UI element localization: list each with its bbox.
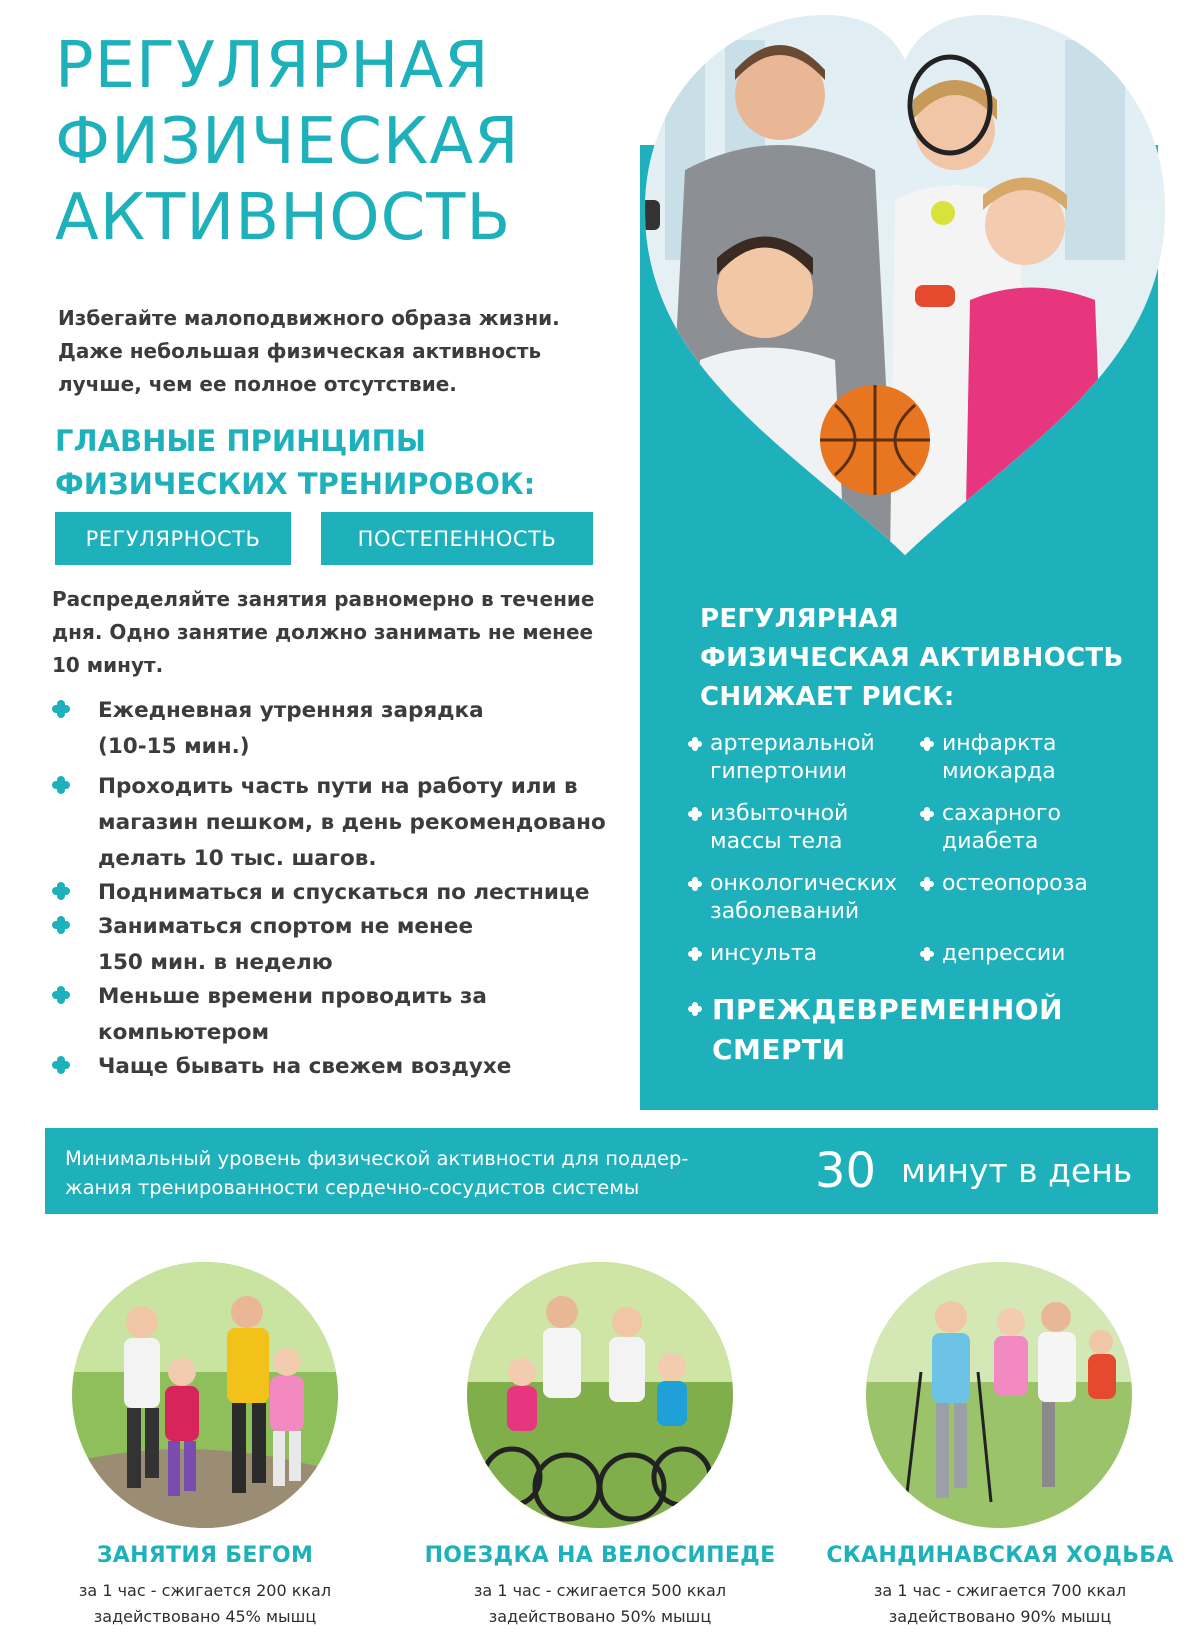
quatrefoil-bullet-icon	[688, 877, 702, 891]
list-item	[688, 800, 928, 856]
tip-line: Ежедневная утренняя зарядка	[98, 698, 484, 723]
list-item	[688, 940, 928, 968]
quatrefoil-bullet-icon	[52, 700, 70, 718]
quatrefoil-bullet-icon	[52, 776, 70, 794]
running-photo	[72, 1262, 338, 1528]
principles-heading-line: ГЛАВНЫЕ ПРИНЦИПЫ	[55, 424, 426, 458]
nordic-walking-photo	[866, 1262, 1132, 1528]
banner-number: 30	[815, 1143, 877, 1199]
activity-kcal: за 1 час - сжигается 200 ккал	[78, 1581, 332, 1600]
tip-line: Подниматься и спускаться по лестнице	[98, 880, 590, 905]
risk-premature-death	[688, 990, 1128, 1070]
risk-line: онкологических	[710, 871, 898, 896]
distribute-line: 10 минут.	[52, 653, 164, 677]
risk-line: сахарного	[942, 801, 1061, 826]
banner-line: Минимальный уровень физической активности для поддер-	[65, 1147, 689, 1170]
tips-list	[52, 693, 642, 1085]
intro-text	[58, 302, 598, 401]
risk-heading	[700, 600, 1160, 717]
tip-line: компьютером	[98, 1020, 270, 1045]
list-item	[688, 870, 928, 926]
title-line: АКТИВНОСТЬ	[55, 181, 512, 255]
quatrefoil-bullet-icon	[52, 916, 70, 934]
list-item	[52, 875, 642, 911]
activity-muscles: задействовано 50% мышц	[488, 1607, 712, 1626]
activity-title-cycling: ПОЕЗДКА НА ВЕЛОСИПЕДЕ	[424, 1543, 776, 1568]
list-item	[52, 693, 642, 765]
quatrefoil-bullet-icon	[52, 882, 70, 900]
list-item	[688, 730, 928, 786]
tip-line: Заниматься спортом не менее	[98, 914, 474, 939]
distribute-line: Распределяйте занятия равномерно в течение	[52, 587, 595, 611]
risk-line: заболеваний	[710, 899, 860, 924]
risk-line: диабета	[942, 829, 1039, 854]
risk-line: массы тела	[710, 829, 843, 854]
activity-kcal: за 1 час - сжигается 700 ккал	[873, 1581, 1127, 1600]
risk-line: инфаркта	[942, 731, 1057, 756]
distribute-text	[52, 583, 612, 682]
quatrefoil-bullet-icon	[688, 737, 702, 751]
risk-line: инсульта	[710, 941, 818, 966]
activity-kcal: за 1 час - сжигается 500 ккал	[473, 1581, 727, 1600]
risk-heading-line: СНИЖАЕТ РИСК:	[700, 682, 955, 712]
quatrefoil-bullet-icon	[688, 1002, 702, 1016]
activity-muscles: задействовано 90% мышц	[888, 1607, 1112, 1626]
list-item	[920, 870, 1160, 898]
family-photo	[625, 0, 1185, 560]
risk-line: остеопороза	[942, 871, 1088, 896]
activity-muscles: задействовано 45% мышц	[93, 1607, 317, 1626]
quatrefoil-bullet-icon	[920, 807, 934, 821]
title-line: РЕГУЛЯРНАЯ	[55, 29, 490, 103]
list-item	[52, 769, 642, 877]
principle-tag-gradualness: ПОСТЕПЕННОСТЬ	[321, 512, 593, 565]
list-item	[920, 940, 1160, 968]
list-item	[52, 979, 642, 1051]
banner-unit: минут в день	[901, 1151, 1133, 1190]
tip-line: Чаще бывать на свежем воздухе	[98, 1054, 512, 1079]
intro-line: Избегайте малоподвижного образа жизни.	[58, 306, 560, 330]
risk-line: депрессии	[942, 941, 1066, 966]
activity-title-running: ЗАНЯТИЯ БЕГОМ	[96, 1543, 314, 1568]
quatrefoil-bullet-icon	[52, 986, 70, 1004]
tip-line: Проходить часть пути на работу или в	[98, 774, 578, 799]
quatrefoil-bullet-icon	[920, 877, 934, 891]
cycling-photo	[467, 1262, 733, 1528]
quatrefoil-bullet-icon	[52, 1056, 70, 1074]
risk-line: гипертонии	[710, 759, 847, 784]
quatrefoil-bullet-icon	[920, 947, 934, 961]
quatrefoil-bullet-icon	[688, 807, 702, 821]
banner-line: жания тренированности сердечно-сосудистов системы	[65, 1176, 640, 1199]
risk-line: избыточной	[710, 801, 849, 826]
principles-heading-line: ФИЗИЧЕСКИХ ТРЕНИРОВОК:	[55, 467, 536, 501]
title-line: ФИЗИЧЕСКАЯ	[55, 105, 520, 179]
quatrefoil-bullet-icon	[920, 737, 934, 751]
principles-heading	[55, 420, 615, 506]
intro-line: лучше, чем ее полное отсутствие.	[58, 372, 457, 396]
risk-line: миокарда	[942, 759, 1056, 784]
activity-title-nordic-walking: СКАНДИНАВСКАЯ ХОДЬБА	[826, 1543, 1174, 1568]
tip-line: (10-15 мин.)	[98, 734, 250, 759]
principle-tag-regularity: РЕГУЛЯРНОСТЬ	[55, 512, 291, 565]
minimum-activity-banner	[45, 1128, 1158, 1214]
list-item	[52, 1049, 642, 1085]
list-item	[920, 730, 1160, 786]
tip-line: Меньше времени проводить за	[98, 984, 487, 1009]
tip-line: магазин пешком, в день рекомендовано	[98, 810, 606, 835]
risk-big-line: ПРЕЖДЕВРЕМЕННОЙ	[712, 993, 1064, 1026]
risk-line: артериальной	[710, 731, 875, 756]
quatrefoil-bullet-icon	[688, 947, 702, 961]
tip-line: делать 10 тыс. шагов.	[98, 846, 377, 871]
page-title	[55, 28, 615, 256]
list-item	[52, 909, 642, 981]
risk-heading-line: РЕГУЛЯРНАЯ	[700, 604, 900, 634]
list-item	[920, 800, 1160, 856]
risk-heading-line: ФИЗИЧЕСКАЯ АКТИВНОСТЬ	[700, 643, 1124, 673]
distribute-line: дня. Одно занятие должно занимать не менее	[52, 620, 594, 644]
risk-big-line: СМЕРТИ	[712, 1033, 846, 1066]
intro-line: Даже небольшая физическая активность	[58, 339, 542, 363]
banner-text	[65, 1144, 785, 1202]
tip-line: 150 мин. в неделю	[98, 950, 333, 975]
